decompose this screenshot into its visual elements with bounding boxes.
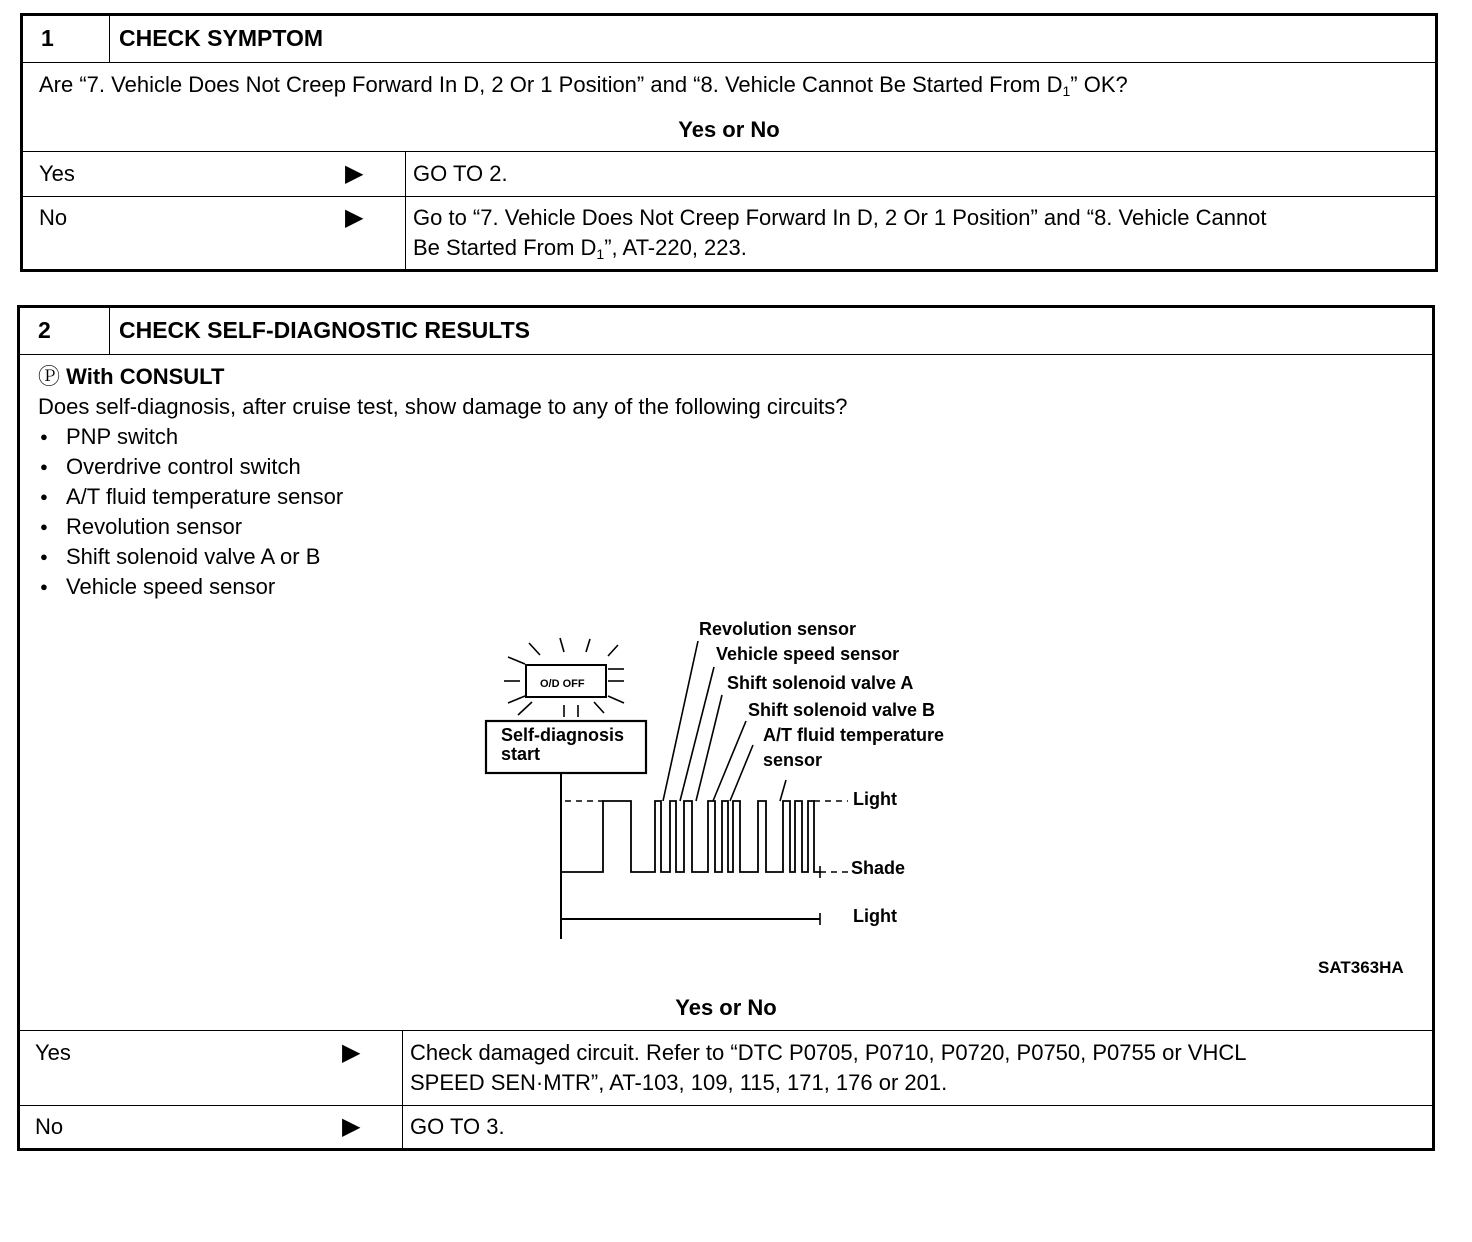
figure-code: SAT363HA <box>1318 958 1404 977</box>
list-item: ● Overdrive control switch <box>38 452 343 482</box>
list-item: ● Revolution sensor <box>38 512 343 542</box>
od-off-lamp-label: O/D OFF <box>540 678 585 690</box>
arrow-right-icon: ▶ <box>345 160 364 187</box>
list-item: ● PNP switch <box>38 422 343 452</box>
step-1-box <box>20 13 1438 272</box>
fluid-temp-sensor-label: A/T fluid temperature <box>763 725 945 745</box>
yes-label: Yes <box>39 161 75 186</box>
step-2-body <box>20 355 1432 1031</box>
self-diagnosis-start-label: Self-diagnosis start <box>501 725 625 764</box>
revolution-sensor-label: Revolution sensor <box>699 619 857 639</box>
light-level-label: Light <box>853 789 897 809</box>
self-diagnosis-waveform-diagram <box>20 355 1432 1031</box>
yes-or-no-label: Yes or No <box>675 995 777 1020</box>
step-number: 1 <box>41 25 54 51</box>
step-2-question: Does self-diagnosis, after cruise test, show damage to any of the following circuits? <box>38 394 848 419</box>
no-action: GO TO 3. <box>410 1114 505 1139</box>
no-action: Go to “7. Vehicle Does Not Creep Forward In D, 2 Or 1 Position” and “8. Vehicle Cannot Be Started From $D_1$”, AT-220, 223. <box>413 205 1267 262</box>
light-level-label-2: Light <box>853 906 897 926</box>
arrow-right-icon: ▶ <box>342 1039 361 1066</box>
yes-action: GO TO 2. <box>413 161 508 186</box>
step-1-no-row <box>23 197 1435 272</box>
step-1-question-row <box>23 63 1435 152</box>
shade-level-label: Shade <box>851 858 906 878</box>
fluid-temp-sensor-label-line2: sensor <box>763 750 823 770</box>
top-cut-off-text <box>560 0 567 12</box>
step-2-no-row <box>20 1106 1432 1151</box>
step-2-yes-row <box>20 1031 1432 1106</box>
shift-solenoid-b-label: Shift solenoid valve B <box>748 700 936 720</box>
yes-or-no-label: Yes or No <box>678 117 780 142</box>
shift-solenoid-a-label: Shift solenoid valve A <box>727 673 914 693</box>
step-1-question: Are “7. Vehicle Does Not Creep Forward In D, 2 Or 1 Position” and “8. Vehicle Cannot Be Started From $D_1$” OK? <box>39 72 1128 99</box>
yes-action: Check damaged circuit. Refer to “DTC P0705, P0710, P0720, P0750, P0755 or VHCL SPEED SEN·MTR”, AT-103, 109, 115, 171, 176 or 201. <box>410 1040 1247 1095</box>
arrow-right-icon: ▶ <box>342 1113 361 1140</box>
vehicle-speed-sensor-label: Vehicle speed sensor <box>716 644 900 664</box>
consult-heading: Ⓟ With CONSULT <box>38 364 225 389</box>
consult-icon: Ⓟ <box>38 364 61 389</box>
list-item: ● Shift solenoid valve A or B <box>38 542 343 572</box>
step-1-header <box>23 16 1435 63</box>
no-label: No <box>35 1114 64 1139</box>
list-item: ● A/T fluid temperature sensor <box>38 482 343 512</box>
step-title: CHECK SYMPTOM <box>119 25 324 51</box>
step-number: 2 <box>38 317 51 343</box>
arrow-right-icon: ▶ <box>345 204 364 231</box>
step-2-header <box>20 308 1432 355</box>
no-label: No <box>39 205 68 230</box>
step-1-yes-row <box>23 152 1435 197</box>
yes-label: Yes <box>35 1040 71 1065</box>
step-2-box <box>17 305 1435 1151</box>
step-title: CHECK SELF-DIAGNOSTIC RESULTS <box>119 317 531 343</box>
list-item: ● Vehicle speed sensor <box>38 572 343 602</box>
